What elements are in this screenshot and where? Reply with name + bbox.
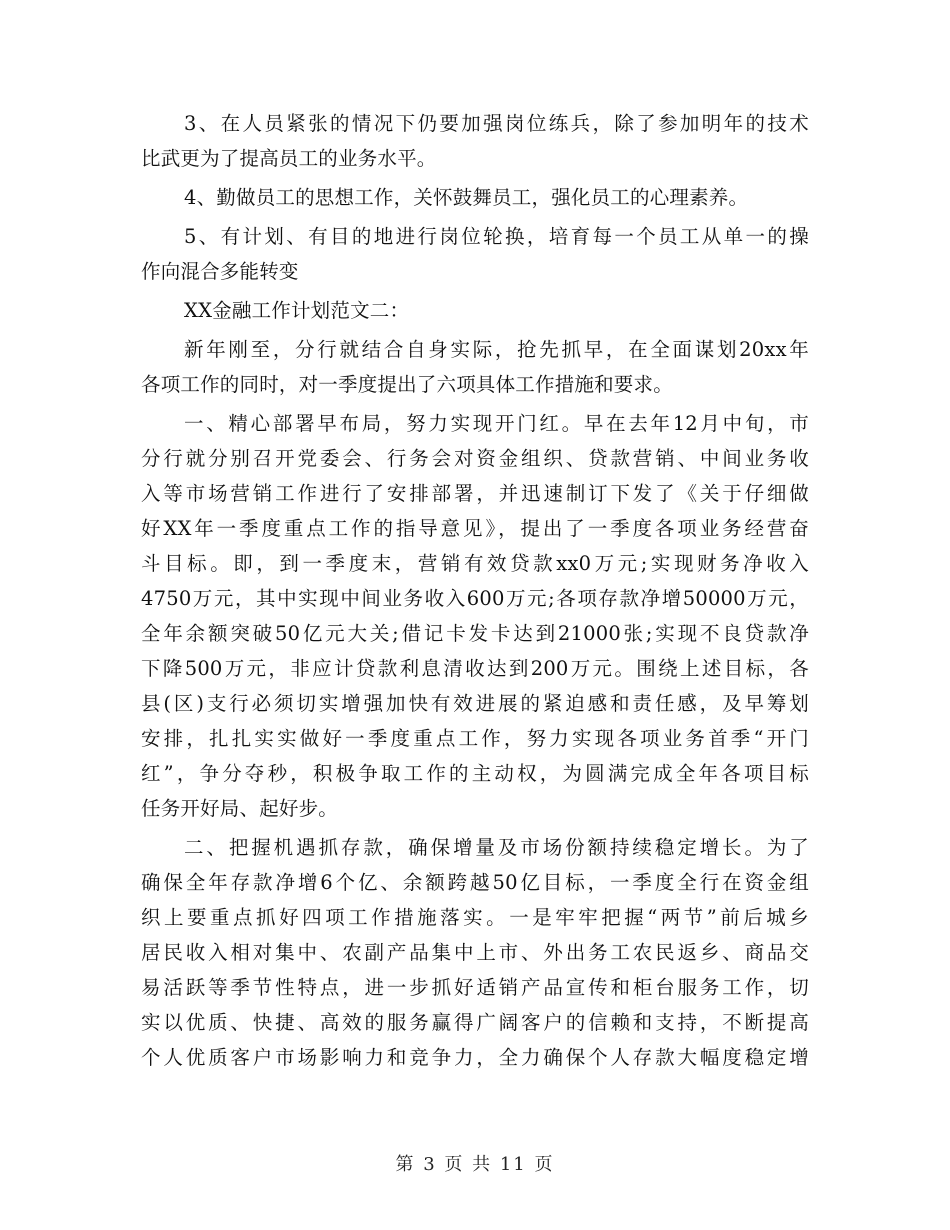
paragraph-line: 红”，争分夺秒，积极争取工作的主动权，为圆满完成全年各项目标 xyxy=(141,762,809,785)
section-heading: XX金融工作计划范文二： xyxy=(184,299,410,322)
paragraph-line: 新年刚至，分行就结合自身实际，抢先抓早，在全面谋划20xx年 xyxy=(184,338,809,361)
paragraph-line: 分行就分别召开党委会、行务会对资金组织、贷款营销、中间业务收 xyxy=(141,447,809,470)
paragraph-line: 下降500万元，非应计贷款利息清收达到200万元。围绕上述目标，各 xyxy=(141,657,809,680)
paragraph-line: 4750万元，其中实现中间业务收入600万元;各项存款净增50000万元， xyxy=(141,587,809,610)
paragraph-line: 确保全年存款净增6个亿、余额跨越50亿目标，一季度全行在资金组 xyxy=(141,871,809,894)
paragraph-line: 好XX年一季度重点工作的指导意见》，提出了一季度各项业务经营奋 xyxy=(141,517,809,540)
paragraph-line: 全年余额突破50亿元大关;借记卡发卡达到21000张;实现不良贷款净 xyxy=(141,622,809,645)
paragraph-line: 易活跃等季节性特点，进一步抓好适销产品宣传和柜台服务工作，切 xyxy=(141,976,809,999)
paragraph-line: 一、精心部署早布局，努力实现开门红。早在去年12月中旬，市 xyxy=(184,412,809,435)
paragraph-line: 任务开好局、起好步。 xyxy=(141,797,339,820)
paragraph-line: 斗目标。即，到一季度末，营销有效贷款xx0万元;实现财务净收入 xyxy=(141,552,809,575)
paragraph-line: 4、勤做员工的思想工作，关怀鼓舞员工，强化员工的心理素养。 xyxy=(184,186,749,209)
paragraph-line: 5、有计划、有目的地进行岗位轮换，培育每一个员工从单一的操 xyxy=(184,225,809,248)
paragraph-line: 入等市场营销工作进行了安排部署，并迅速制订下发了《关于仔细做 xyxy=(141,482,809,505)
paragraph-line: 个人优质客户市场影响力和竞争力，全力确保个人存款大幅度稳定增 xyxy=(141,1046,809,1069)
paragraph-line: 实以优质、快捷、高效的服务赢得广阔客户的信赖和支持，不断提高 xyxy=(141,1011,809,1034)
paragraph-line: 安排，扎扎实实做好一季度重点工作，努力实现各项业务首季“开门 xyxy=(141,727,809,750)
paragraph-line: 各项工作的同时，对一季度提出了六项具体工作措施和要求。 xyxy=(141,373,673,396)
paragraph-line: 居民收入相对集中、农副产品集中上市、外出务工农民返乡、商品交 xyxy=(141,941,809,964)
paragraph-line: 二、把握机遇抓存款，确保增量及市场份额持续稳定增长。为了 xyxy=(184,836,809,859)
paragraph-line: 织上要重点抓好四项工作措施落实。一是牢牢把握“两节”前后城乡 xyxy=(141,906,809,929)
paragraph-line: 县(区)支行必须切实增强加快有效进展的紧迫感和责任感，及早筹划 xyxy=(141,692,809,715)
page-number: 第 3 页 共 11 页 xyxy=(395,1154,555,1175)
document-body xyxy=(141,106,809,1075)
paragraph-line: 比武更为了提高员工的业务水平。 xyxy=(141,147,437,170)
paragraph-line: 作向混合多能转变 xyxy=(141,260,299,283)
paragraph-line: 3、在人员紧张的情况下仍要加强岗位练兵，除了参加明年的技术 xyxy=(184,112,809,135)
